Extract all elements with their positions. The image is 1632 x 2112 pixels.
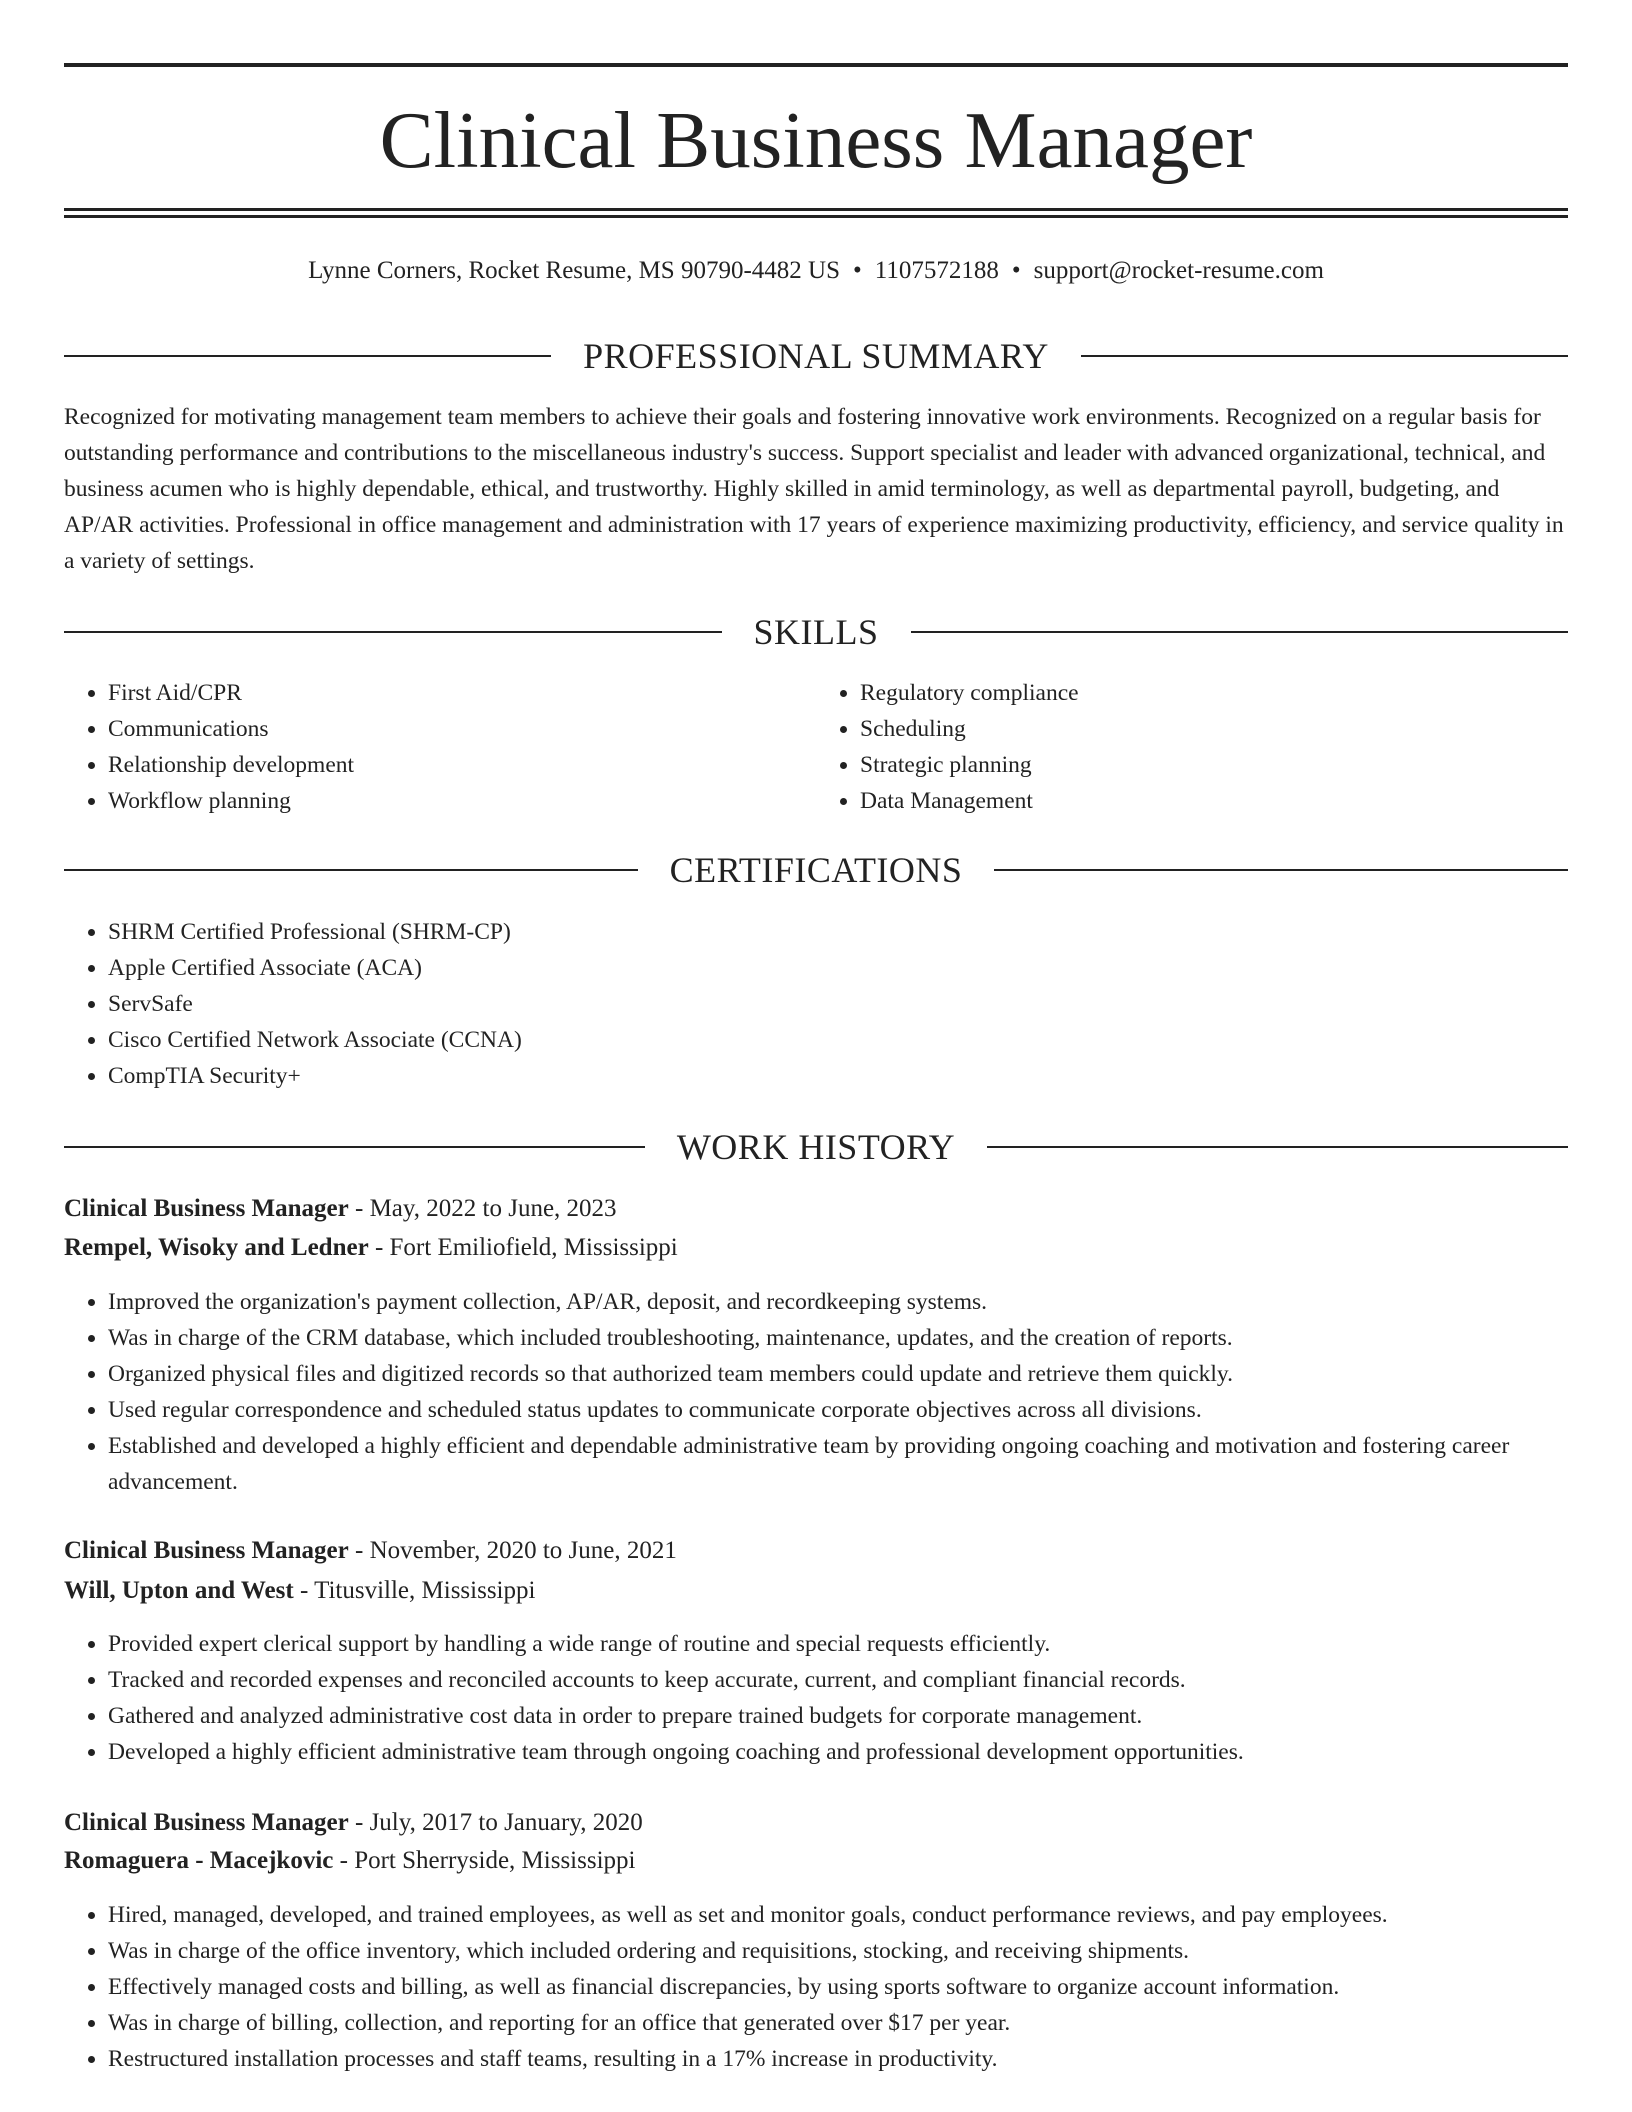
certification-item: • SHRM Certified Professional (SHRM-CP) xyxy=(108,914,1612,950)
job-bullets xyxy=(64,1626,1612,1770)
job-bullet: • Improved the organization's payment collection, AP/AR, deposit, and recordkeeping systems. xyxy=(108,1284,1612,1320)
job-company-line xyxy=(64,1842,1568,1880)
resume-title: Clinical Business Manager xyxy=(379,95,1253,185)
skills-heading-text: SKILLS xyxy=(753,612,879,652)
skill-item: • Strategic planning xyxy=(860,747,1568,783)
job-bullet: • Provided expert clerical support by handling a wide range of routine and special requests efficiently. xyxy=(108,1626,1612,1662)
heading-line-left xyxy=(64,1146,645,1148)
skills-list-right xyxy=(816,675,1568,819)
work-history-heading xyxy=(64,1127,1568,1167)
skill-item: • Workflow planning xyxy=(108,783,816,819)
heading-line-right xyxy=(1081,355,1568,357)
job-bullet: • Effectively managed costs and billing, as well as financial discrepancies, by using sports software to organize account information. xyxy=(108,1969,1612,2005)
job-bullet: • Was in charge of the CRM database, which included troubleshooting, maintenance, updates, and the creation of reports. xyxy=(108,1320,1612,1356)
job-dates: - May, 2022 to June, 2023 xyxy=(348,1195,617,1222)
heading-line-right xyxy=(994,869,1568,871)
skills-list-left xyxy=(64,675,816,819)
job-company: Will, Upton and West xyxy=(64,1577,294,1604)
job-title-line xyxy=(64,1190,1568,1228)
contact-separator: • xyxy=(853,257,862,284)
summary-text: Recognized for motivating management team members to achieve their goals and fostering innovative work environments. Recognized on a regular basis for outstanding performance and contributions to the miscellaneous industry's success. Support specialist and leader with advanced organizational, technical, and business acumen who is highly dependable, ethical, and trustworthy. Highly skilled in amid terminology, as well as departmental payroll, budgeting, and AP/AR activities. Professional in office management and administration with 17 years of experience maximizing productivity, efficiency, and service quality in a variety of settings. xyxy=(64,404,1564,574)
skill-item: • Relationship development xyxy=(108,747,816,783)
job-bullets xyxy=(64,1897,1612,2077)
job-bullet: • Developed a highly efficient administrative team through ongoing coaching and professional development opportunities. xyxy=(108,1734,1612,1770)
job-company-line xyxy=(64,1572,1568,1610)
summary-heading-text: PROFESSIONAL SUMMARY xyxy=(583,336,1049,376)
certification-item: • Apple Certified Associate (ACA) xyxy=(108,950,1612,986)
job-company: Romaguera - Macejkovic xyxy=(64,1847,334,1874)
job-location: - Port Sherryside, Mississippi xyxy=(333,1847,636,1874)
top-rule xyxy=(64,63,1568,67)
job-bullet: • Hired, managed, developed, and trained employees, as well as set and monitor goals, conduct performance reviews, and pay employees. xyxy=(108,1897,1612,1933)
job-bullet: • Used regular correspondence and scheduled status updates to communicate corporate objectives across all divisions. xyxy=(108,1392,1612,1428)
certification-item: • CompTIA Security+ xyxy=(108,1058,1612,1094)
skill-item: • Data Management xyxy=(860,783,1568,819)
job-dates: - July, 2017 to January, 2020 xyxy=(348,1809,643,1836)
skill-item: • Regulatory compliance xyxy=(860,675,1568,711)
job-location: - Titusville, Mississippi xyxy=(293,1577,536,1604)
skills-heading xyxy=(64,612,1568,652)
job-company-line xyxy=(64,1229,1568,1267)
job-bullet: • Gathered and analyzed administrative cost data in order to prepare trained budgets for corporate management. xyxy=(108,1698,1612,1734)
contact-phone: 1107572188 xyxy=(874,257,999,284)
summary-heading xyxy=(64,336,1568,376)
heading-line-right xyxy=(987,1146,1568,1148)
certification-item: • Cisco Certified Network Associate (CCNA) xyxy=(108,1022,1612,1058)
certifications-heading xyxy=(64,850,1568,890)
heading-line-left xyxy=(64,355,551,357)
title-rule-lower xyxy=(64,215,1568,218)
certifications-heading-text: CERTIFICATIONS xyxy=(669,850,963,890)
skill-item: • First Aid/CPR xyxy=(108,675,816,711)
contact-email: support@rocket-resume.com xyxy=(1033,257,1324,284)
contact-line xyxy=(64,254,1568,288)
work-history-heading-text: WORK HISTORY xyxy=(676,1127,956,1167)
skill-item: • Communications xyxy=(108,711,816,747)
job-bullet: • Tracked and recorded expenses and reconciled accounts to keep accurate, current, and compliant financial records. xyxy=(108,1662,1612,1698)
job-company: Rempel, Wisoky and Ledner xyxy=(64,1234,369,1261)
heading-line-left xyxy=(64,869,638,871)
job-bullet: • Organized physical files and digitized records so that authorized team members could update and retrieve them quickly. xyxy=(108,1356,1612,1392)
job-title: Clinical Business Manager xyxy=(64,1195,349,1222)
job-title-line xyxy=(64,1804,1568,1842)
job-bullet: • Was in charge of billing, collection, and reporting for an office that generated over $17 per year. xyxy=(108,2005,1612,2041)
certification-item: • ServSafe xyxy=(108,986,1612,1022)
job-bullets xyxy=(64,1284,1612,1500)
job-title: Clinical Business Manager xyxy=(64,1537,349,1564)
heading-line-left xyxy=(64,631,722,633)
job-title-line xyxy=(64,1532,1568,1570)
title-rule-upper xyxy=(64,208,1568,211)
contact-separator: • xyxy=(1011,257,1021,284)
job-dates: - November, 2020 to June, 2021 xyxy=(348,1537,677,1564)
skills-columns xyxy=(64,675,1568,819)
skill-item: • Scheduling xyxy=(860,711,1568,747)
certifications-list xyxy=(64,914,1612,1094)
job-title: Clinical Business Manager xyxy=(64,1809,349,1836)
contact-address: Lynne Corners, Rocket Resume, MS 90790-4482 US xyxy=(308,257,840,284)
heading-line-right xyxy=(911,631,1569,633)
job-bullet: • Established and developed a highly efficient and dependable administrative team by providing ongoing coaching and motivation and fostering career advancement. xyxy=(108,1428,1612,1500)
job-bullet: • Restructured installation processes and staff teams, resulting in a 17% increase in productivity. xyxy=(108,2041,1612,2077)
job-location: - Fort Emiliofield, Mississippi xyxy=(368,1234,678,1261)
job-bullet: • Was in charge of the office inventory, which included ordering and requisitions, stocking, and receiving shipments. xyxy=(108,1933,1612,1969)
